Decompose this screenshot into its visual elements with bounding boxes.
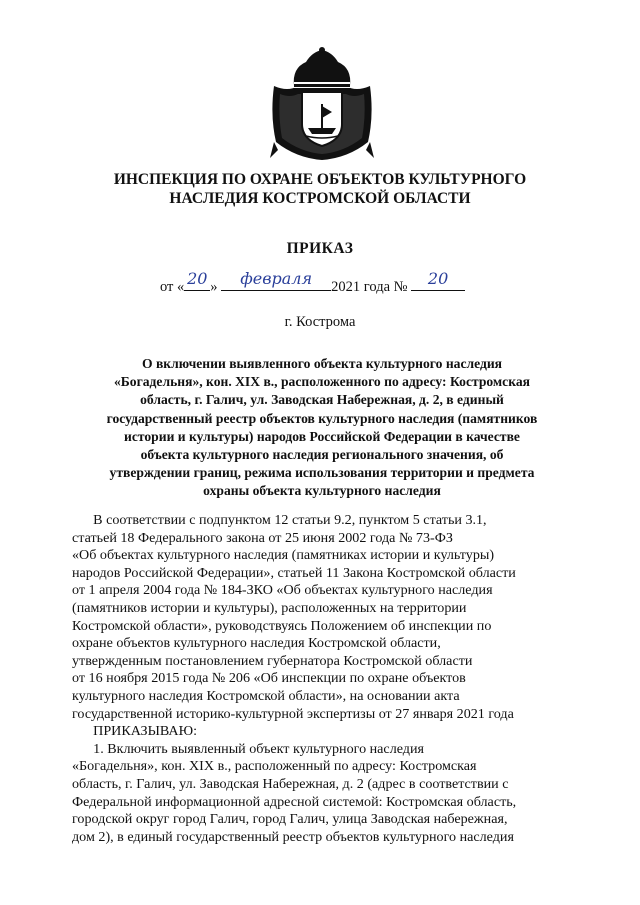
body-line: Федеральной информационной адресной системой: Костромская область, xyxy=(72,793,517,810)
body-line: 1. Включить выявленный объект культурного наследия xyxy=(72,740,424,757)
body-line: от 1 апреля 2004 года № 184-ЗКО «Об объектах культурного наследия xyxy=(72,582,493,599)
subject-line: охраны объекта культурного наследия xyxy=(203,483,441,499)
kostroma-coat-of-arms-icon xyxy=(266,46,378,164)
document-type: ПРИКАЗ xyxy=(286,240,354,257)
organization-name xyxy=(60,170,580,208)
subject-line: объекта культурного наследия регионального значения, об xyxy=(140,447,504,463)
body-line: «Об объектах культурного наследия (памятниках истории и культуры) xyxy=(72,547,495,564)
number-handwritten: 20 xyxy=(427,269,449,288)
subject-line: О включении выявленного объекта культурного наследия xyxy=(141,356,503,371)
subject-line: область, г. Галич, ул. Заводская Набережная, д. 2, в единый xyxy=(140,392,504,408)
body-line: народов Российской Федерации», статьей 11 Закона Костромской области xyxy=(72,564,516,581)
body-line: Костромской области», руководствуясь Положением об инспекции по xyxy=(72,617,492,634)
body-line: дом 2), в единый государственный реестр объектов культурного наследия xyxy=(72,828,514,845)
body-line: «Богадельня», кон. XIX в., расположенный по адресу: Костромская xyxy=(72,758,477,775)
date-mid: » xyxy=(210,279,218,295)
body-line: статьей 18 Федерального закона от 25 июня 2002 года № 73-ФЗ xyxy=(72,529,453,546)
order-body xyxy=(72,512,574,846)
body-line: государственной историко-культурной экспертизы от 27 января 2021 года xyxy=(72,705,514,722)
city: г. Кострома xyxy=(284,314,356,330)
date-year-label: 2021 года № xyxy=(331,279,408,295)
day-handwritten: 20 xyxy=(187,269,208,288)
body-line: (памятников истории и культуры), расположенных на территории xyxy=(72,599,467,616)
date-prefix: от « xyxy=(160,279,185,295)
body-line: область, г. Галич, ул. Заводская Набережная, д. 2 (адрес в соответствии с xyxy=(72,775,509,792)
body-line: В соответствии с подпунктом 12 статьи 9.2, пунктом 5 статьи 3.1, xyxy=(72,512,487,528)
body-line-order-heading: ПРИКАЗЫВАЮ: xyxy=(72,723,198,740)
day-field xyxy=(184,269,210,291)
subject-line: «Богадельня», кон. XIX в., расположенного по адресу: Костромская xyxy=(113,374,530,390)
number-field xyxy=(411,269,465,291)
body-line: от 16 ноября 2015 года № 206 «Об инспекции по охране объектов xyxy=(72,670,466,687)
month-field xyxy=(221,269,331,291)
body-line: городской округ город Галич, город Галич, улица Заводская набережная, xyxy=(72,811,508,828)
org-line-2: НАСЛЕДИЯ КОСТРОМСКОЙ ОБЛАСТИ xyxy=(169,190,471,207)
subject-line: истории и культуры) народов Российской Федерации в качестве xyxy=(124,428,520,444)
body-line: утвержденным постановлением губернатора Костромской области xyxy=(72,652,473,669)
body-line: охране объектов культурного наследия Костромской области, xyxy=(72,635,441,652)
month-handwritten: февраля xyxy=(240,269,313,288)
date-number-line xyxy=(160,269,465,296)
order-subject xyxy=(72,355,572,501)
subject-line: государственный реестр объектов культурного наследия (памятников xyxy=(106,410,538,426)
org-line-1: ИНСПЕКЦИЯ ПО ОХРАНЕ ОБЪЕКТОВ КУЛЬТУРНОГО xyxy=(113,171,527,188)
body-line: культурного наследия Костромской области», на основании акта xyxy=(72,687,460,704)
subject-line: утверждении границ, режима использования территории и предмета xyxy=(109,465,535,481)
